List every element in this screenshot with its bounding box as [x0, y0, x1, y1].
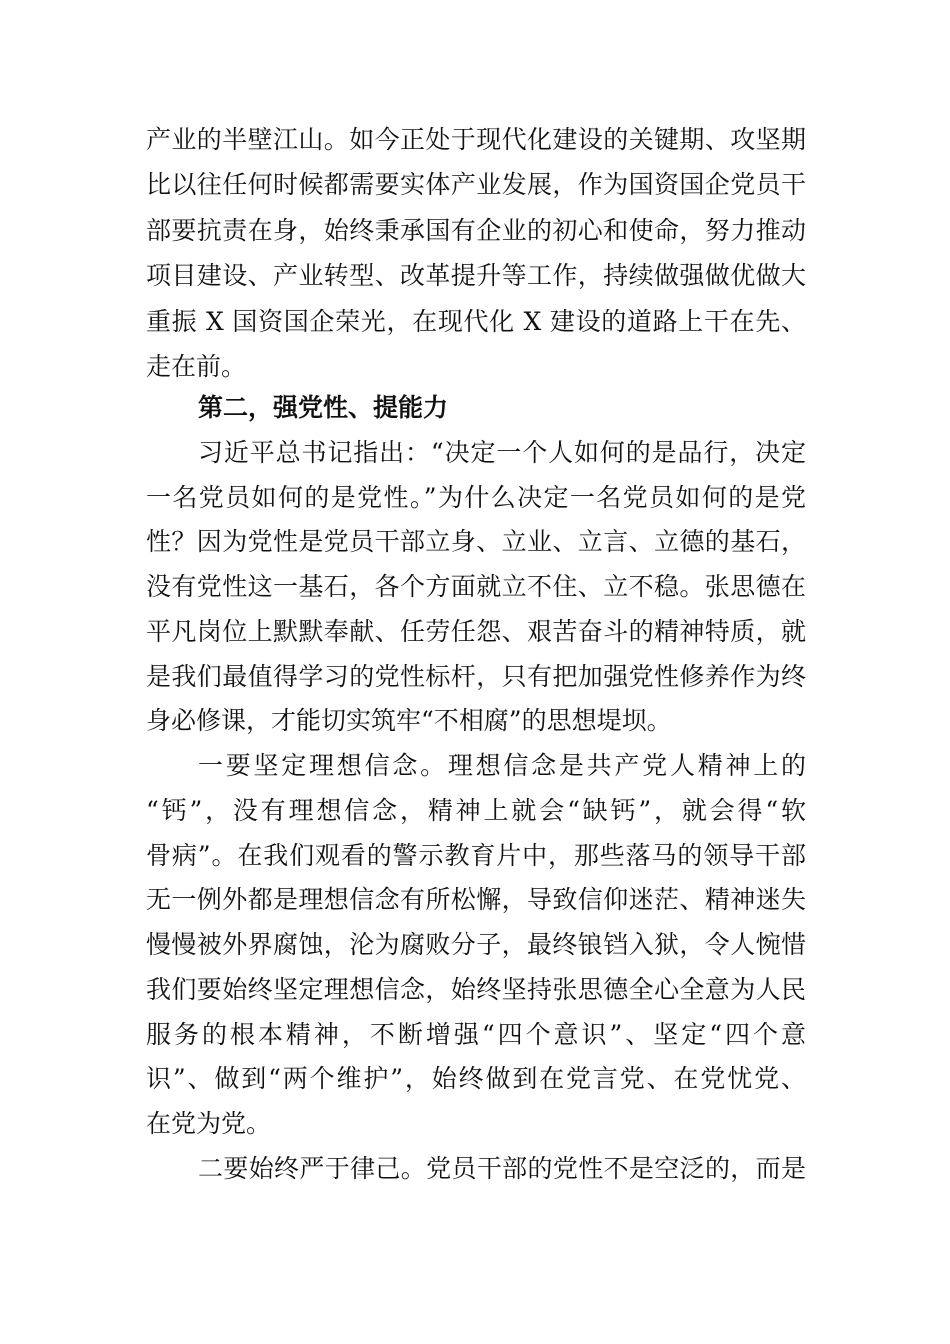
text-line: 习近平总书记指出：“决定一个人如何的是品行，决定	[198, 437, 806, 467]
text-line: 比以往任何时候都需要实体产业发展，作为国资国企党员干	[146, 170, 806, 200]
text-line: 一名党员如何的是党性。”为什么决定一名党员如何的是党	[146, 482, 806, 512]
text-line: 是我们最值得学习的党性标杆，只有把加强党性修养作为终	[146, 661, 806, 691]
text-line: 产业的半壁江山。如今正处于现代化建设的关键期、攻坚期	[146, 125, 806, 154]
text-line: 部要抗责在身，始终秉承国有企业的初心和使命，努力推动	[146, 215, 806, 245]
text-line: “钙”，没有理想信念，精神上就会“缺钙”，就会得“软	[146, 795, 806, 825]
text-line: 一要坚定理想信念。理想信念是共产党人精神上的	[198, 751, 806, 780]
text-line: 重振 X 国资国企荣光，在现代化 X 建设的道路上干在先、	[146, 306, 806, 336]
text-line: 平凡岗位上默默奉献、任劳任怨、艰苦奋斗的精神特质，就	[146, 616, 806, 646]
text-line: 身必修课，才能切实筑牢“不相腐”的思想堤坝。	[146, 706, 672, 736]
text-line: 没有党性这一基石，各个方面就立不住、立不稳。张思德在	[146, 572, 806, 601]
text-line: 无一例外都是理想信念有所松懈，导致信仰迷茫、精神迷失	[146, 885, 806, 915]
text-line: 性？因为党性是党员干部立身、立业、立言、立德的基石，	[146, 527, 806, 557]
text-line: 服务的根本精神，不断增强“四个意识”、坚定“四个意	[146, 1019, 806, 1049]
text-line: 识”、做到“两个维护”，始终做到在党言党、在党忧党、	[146, 1064, 806, 1094]
text-line: 我们要始终坚定理想信念，始终坚持张思德全心全意为人民	[146, 974, 806, 1004]
text-line: 项目建设、产业转型、改革提升等工作，持续做强做优做大	[146, 261, 806, 291]
text-line: 骨病”。在我们观看的警示教育片中，那些落马的领导干部	[146, 840, 806, 870]
text-line: 走在前。	[146, 352, 247, 381]
text-line: 在党为党。	[146, 1109, 272, 1138]
text-line: 二要始终严于律己。党员干部的党性不是空泛的，而是	[198, 1153, 806, 1183]
text-line: 慢慢被外界腐蚀，沦为腐败分子，最终锒铛入狱，令人惋惜	[146, 930, 806, 959]
section-heading: 第二，强党性、提能力	[198, 393, 449, 422]
